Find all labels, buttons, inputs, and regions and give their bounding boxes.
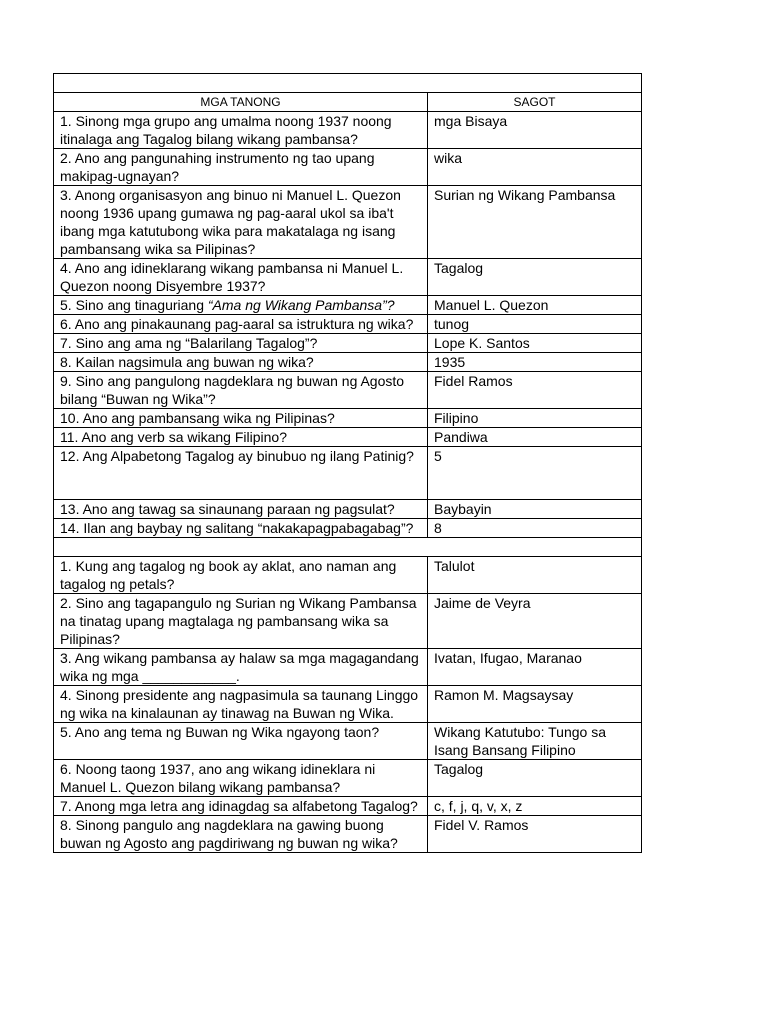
- answer-header: SAGOT: [428, 93, 642, 112]
- table-row: [54, 428, 642, 447]
- answer-cell: Fidel V. Ramos: [428, 816, 642, 853]
- question-cell: 2. Ano ang pangunahing instrumento ng tao upang makipag-ugnayan?: [54, 149, 428, 186]
- answer-cell: Fidel Ramos: [428, 372, 642, 409]
- table-row: [54, 186, 642, 259]
- table-row: [54, 649, 642, 686]
- question-cell: 6. Ano ang pinakaunang pag-aaral sa istruktura ng wika?: [54, 315, 428, 334]
- question-cell: 13. Ano ang tawag sa sinaunang paraan ng pagsulat?: [54, 500, 428, 519]
- table-row: [54, 259, 642, 296]
- question-cell: 7. Sino ang ama ng “Balarilang Tagalog”?: [54, 334, 428, 353]
- question-cell: 6. Noong taong 1937, ano ang wikang idineklara ni Manuel L. Quezon bilang wikang pambansa?: [54, 760, 428, 797]
- table-row: [54, 112, 642, 149]
- answer-cell: Filipino: [428, 409, 642, 428]
- table-row: [54, 594, 642, 649]
- answer-cell: Talulot: [428, 557, 642, 594]
- answer-cell: Tagalog: [428, 259, 642, 296]
- table-row: [54, 409, 642, 428]
- question-cell: 5. Ano ang tema ng Buwan ng Wika ngayong taon?: [54, 723, 428, 760]
- answer-cell: c, f, j, q, v, x, z: [428, 797, 642, 816]
- header-row: [54, 93, 642, 112]
- table-row: [54, 149, 642, 186]
- table-row: [54, 296, 642, 315]
- question-cell: 14. Ilan ang baybay ng salitang “nakakapagpabagabag”?: [54, 519, 428, 538]
- answer-cell: Ramon M. Magsaysay: [428, 686, 642, 723]
- blank-separator-row: [54, 538, 642, 557]
- question-cell: 3. Anong organisasyon ang binuo ni Manuel L. Quezon noong 1936 upang gumawa ng pag-aaral ukol sa iba't ibang mga katutubong wika para makatalaga ng isang pambansang wika sa Pilipinas?: [54, 186, 428, 259]
- table-row: [54, 500, 642, 519]
- question-cell: 12. Ang Alpabetong Tagalog ay binubuo ng ilang Patinig?: [54, 447, 428, 500]
- question-cell: 11. Ano ang verb sa wikang Filipino?: [54, 428, 428, 447]
- question-cell: 8. Sinong pangulo ang nagdeklara na gawing buong buwan ng Agosto ang pagdiriwang ng buwan ng wika?: [54, 816, 428, 853]
- question-cell: 9. Sino ang pangulong nagdeklara ng buwan ng Agosto bilang “Buwan ng Wika”?: [54, 372, 428, 409]
- table-row: [54, 519, 642, 538]
- answer-cell: Manuel L. Quezon: [428, 296, 642, 315]
- question-cell: 4. Sinong presidente ang nagpasimula sa taunang Linggo ng wika na kinalaunan ay tinawag na Buwan ng Wika.: [54, 686, 428, 723]
- answer-cell: 1935: [428, 353, 642, 372]
- table-row: [54, 760, 642, 797]
- table-row: [54, 816, 642, 853]
- blank-top-row: [54, 74, 642, 93]
- question-cell: 3. Ang wikang pambansa ay halaw sa mga magagandang wika ng mga ____________.: [54, 649, 428, 686]
- answer-cell: Surian ng Wikang Pambansa: [428, 186, 642, 259]
- table-row: [54, 723, 642, 760]
- answer-cell: Tagalog: [428, 760, 642, 797]
- table-row: [54, 686, 642, 723]
- answer-cell: Pandiwa: [428, 428, 642, 447]
- question-header: MGA TANONG: [54, 93, 428, 112]
- table-row: [54, 797, 642, 816]
- table-row: [54, 372, 642, 409]
- qa-table: [53, 73, 642, 853]
- question-cell: 1. Kung ang tagalog ng book ay aklat, ano naman ang tagalog ng petals?: [54, 557, 428, 594]
- answer-cell: Wikang Katutubo: Tungo sa Isang Bansang Filipino: [428, 723, 642, 760]
- answer-cell: Lope K. Santos: [428, 334, 642, 353]
- table-row: [54, 334, 642, 353]
- question-cell: 10. Ano ang pambansang wika ng Pilipinas?: [54, 409, 428, 428]
- table-row: [54, 353, 642, 372]
- answer-cell: Jaime de Veyra: [428, 594, 642, 649]
- question-cell: 7. Anong mga letra ang idinagdag sa alfabetong Tagalog?: [54, 797, 428, 816]
- answer-cell: mga Bisaya: [428, 112, 642, 149]
- question-cell: 4. Ano ang idineklarang wikang pambansa ni Manuel L. Quezon noong Disyembre 1937?: [54, 259, 428, 296]
- question-text: 5. Sino ang tinaguriang: [60, 297, 208, 313]
- answer-cell: Baybayin: [428, 500, 642, 519]
- table-row: [54, 315, 642, 334]
- question-cell: 1. Sinong mga grupo ang umalma noong 1937 noong itinalaga ang Tagalog bilang wikang pambansa?: [54, 112, 428, 149]
- question-cell: [54, 296, 428, 315]
- answer-cell: 5: [428, 447, 642, 500]
- question-cell: 8. Kailan nagsimula ang buwan ng wika?: [54, 353, 428, 372]
- answer-cell: tunog: [428, 315, 642, 334]
- answer-cell: wika: [428, 149, 642, 186]
- question-italic-text: “Ama ng Wikang Pambansa”?: [207, 297, 395, 313]
- answer-cell: Ivatan, Ifugao, Maranao: [428, 649, 642, 686]
- table-row: [54, 447, 642, 500]
- answer-cell: 8: [428, 519, 642, 538]
- table-row: [54, 557, 642, 594]
- question-cell: 2. Sino ang tagapangulo ng Surian ng Wikang Pambansa na tinatag upang magtalaga ng pambansang wika sa Pilipinas?: [54, 594, 428, 649]
